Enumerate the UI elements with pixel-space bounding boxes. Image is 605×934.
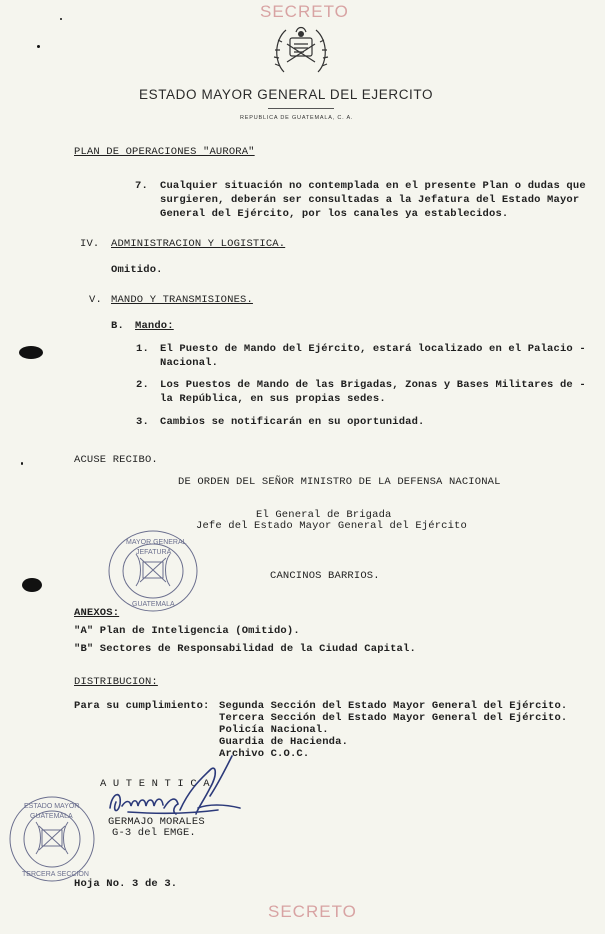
section-5-sub-title: Mando: (135, 320, 174, 332)
svg-text:GUATEMALA: GUATEMALA (132, 601, 175, 608)
mando-item-number: 1. (136, 343, 149, 355)
signer-position: Jefe del Estado Mayor General del Ejército (196, 520, 467, 532)
recipient: Tercera Sección del Estado Mayor General del Ejército. (219, 712, 568, 724)
page-number: Hoja No. 3 de 3. (74, 878, 178, 890)
anexo-item: "B" Sectores de Responsabilidad de la Ciudad Capital. (74, 643, 416, 655)
item-7-line: surgieren, deberán ser consultadas a la Jefatura del Estado Mayor (160, 194, 580, 206)
mando-item-number: 2. (136, 379, 149, 391)
letterhead-rule (268, 108, 334, 109)
jefatura-stamp-icon (106, 528, 200, 614)
section-4-number: IV. (80, 238, 100, 250)
recipient: Archivo C.O.C. (219, 748, 310, 760)
coat-of-arms-icon (270, 22, 332, 78)
recipient: Policía Nacional. (219, 724, 329, 736)
svg-text:TERCERA SECCION: TERCERA SECCION (22, 871, 89, 878)
distribucion-label: DISTRIBUCION: (74, 676, 158, 688)
letterhead-title: ESTADO MAYOR GENERAL DEL EJERCITO (139, 87, 434, 102)
seccion-stamp-icon (6, 794, 98, 884)
speck (37, 45, 40, 48)
para-cumplimiento-label: Para su cumplimiento: (74, 700, 210, 712)
anexo-item: "A" Plan de Inteligencia (Omitido). (74, 625, 300, 637)
authenticator-post: G-3 del EMGE. (112, 827, 196, 839)
section-5-sub-letter: B. (111, 320, 124, 332)
recipient: Segunda Sección del Estado Mayor General del Ejército. (219, 700, 568, 712)
order-line: DE ORDEN DEL SEÑOR MINISTRO DE LA DEFENSA NACIONAL (178, 476, 501, 488)
item-7-line: Cualquier situación no contemplada en el presente Plan o dudas que (160, 180, 586, 192)
svg-text:JEFATURA: JEFATURA (136, 549, 172, 556)
authenticator-name: GERMAJO MORALES (108, 816, 205, 828)
classification-bottom: SECRETO (268, 902, 357, 921)
svg-text:GUATEMALA: GUATEMALA (30, 813, 73, 820)
section-4-body: Omitido. (111, 264, 163, 276)
speck (21, 462, 23, 465)
speck (60, 18, 62, 20)
mando-item-number: 3. (136, 416, 149, 428)
svg-text:ESTADO MAYOR: ESTADO MAYOR (24, 803, 80, 810)
punch-hole (19, 346, 43, 359)
letterhead-subtitle: REPUBLICA DE GUATEMALA, C. A. (240, 115, 354, 121)
section-5-number: V. (89, 294, 102, 306)
item-7-line: General del Ejército, por los canales ya establecidos. (160, 208, 509, 220)
plan-title: PLAN DE OPERACIONES "AURORA" (74, 146, 255, 158)
mando-item-line: El Puesto de Mando del Ejército, estará localizado en el Palacio - (160, 343, 586, 355)
mando-item-line: Los Puestos de Mando de las Brigadas, Zonas y Bases Militares de - (160, 379, 586, 391)
autentica-word: A U T E N T I C A (100, 778, 210, 790)
classification-top: SECRETO (260, 2, 349, 21)
section-4-title: ADMINISTRACION Y LOGISTICA. (111, 238, 286, 250)
item-7-number: 7. (135, 180, 148, 192)
anexos-label: ANEXOS: (74, 607, 120, 619)
mando-item-line: Cambios se notificarán en su oportunidad. (160, 416, 425, 428)
punch-hole (22, 578, 42, 592)
acuse-recibo: ACUSE RECIBO. (74, 454, 158, 466)
mando-item-line: Nacional. (160, 357, 219, 369)
mando-item-line: la República, en sus propias sedes. (160, 393, 386, 405)
signer-name: CANCINOS BARRIOS. (270, 570, 380, 582)
recipient: Guardia de Hacienda. (219, 736, 349, 748)
svg-text:MAYOR GENERAL: MAYOR GENERAL (126, 539, 187, 546)
section-5-title: MANDO Y TRANSMISIONES. (111, 294, 253, 306)
signer-rank: El General de Brigada (256, 509, 392, 521)
